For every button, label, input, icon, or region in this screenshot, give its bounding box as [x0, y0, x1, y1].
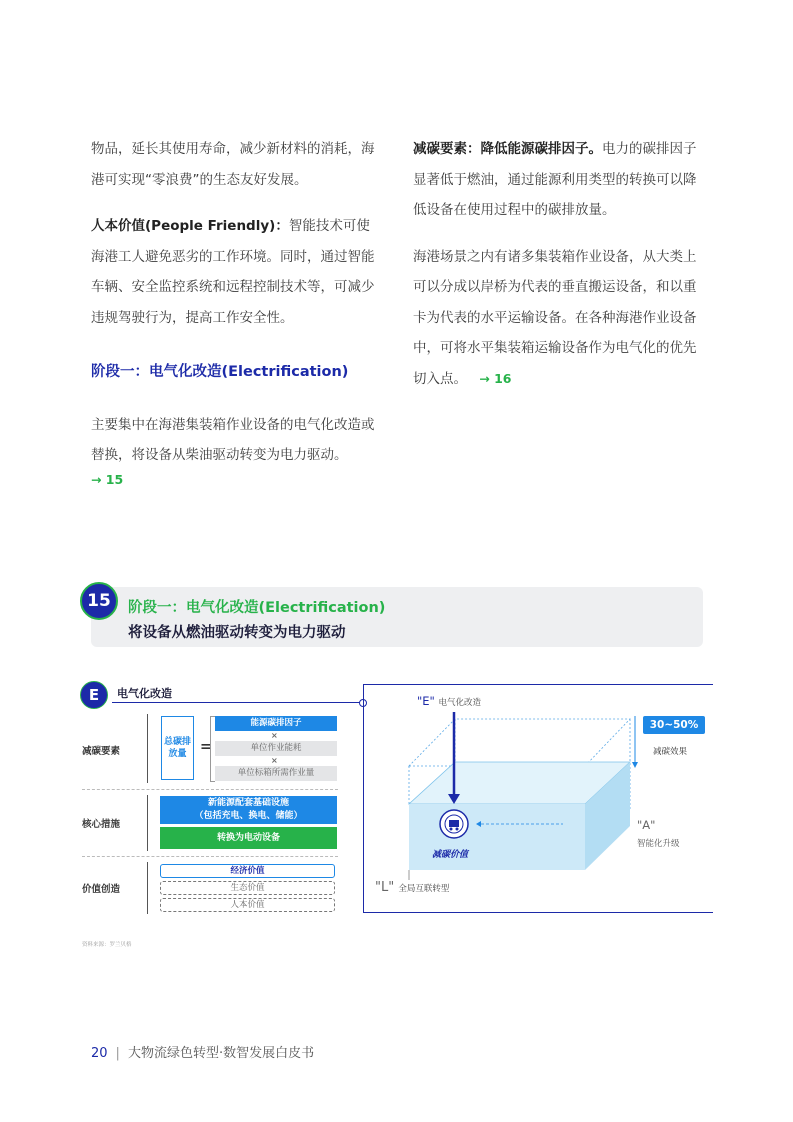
infrastructure-box	[160, 796, 337, 824]
truck-wheel-icon	[456, 828, 459, 831]
figure-number-badge: 15	[80, 582, 118, 620]
electrification-label: 电气化改造	[117, 687, 172, 700]
row-divider-value	[147, 862, 148, 914]
economic-value-box: 经济价值	[160, 864, 335, 878]
figure-subtitle: 将设备从燃油驱动转变为电力驱动	[128, 625, 346, 641]
row-separator	[82, 789, 338, 790]
electric-equipment-box: 转换为电动设备	[160, 827, 337, 849]
carbon-factor-body: 电力的碳排因子显著低于燃油，通过能源利用类型的转换可以降低设备在使用过程中的碳排放量。	[413, 141, 697, 218]
page-number: 20	[91, 1046, 108, 1061]
row-label-value: 价值创造	[82, 884, 121, 895]
a-annotation-text: 智能化升级	[637, 839, 680, 849]
link-15[interactable]	[91, 471, 383, 489]
right-paragraph-2	[413, 242, 705, 395]
a-letter: "A"	[637, 818, 656, 832]
e-badge: E	[80, 681, 108, 709]
left-paragraph-3	[91, 410, 383, 471]
people-friendly-body: 智能技术可使海港工人避免恶劣的工作环境。同时，通过智能车辆、安全监控系统和远程控制技术等，可减少违规驾驶行为，提高工作安全性。	[91, 218, 375, 326]
factor-unit-workload: 单位标箱所需作业量	[215, 766, 337, 781]
right-paragraph-1	[413, 134, 705, 226]
left-paragraph-1: 物品，延长其使用寿命，减少新材料的消耗，海港可实现“零浪费”的生态友好发展。	[91, 141, 375, 188]
port-equipment-body: 海港场景之内有诸多集装箱作业设备，从大类上可以分成以岸桥为代表的垂直搬运设备，和以重卡为代表的水平运输设备。在各种海港作业设备中，可将水平集装箱运输设备作为电气化的优先切入点。	[413, 248, 697, 387]
effect-arrow-head	[632, 762, 638, 768]
percent-badge: 30~50%	[643, 716, 705, 734]
truck-wheel-icon	[450, 828, 453, 831]
total-emission-box: 总碳排放量	[161, 716, 194, 780]
link-16-number[interactable]: 16	[494, 370, 512, 386]
l-annotation	[375, 880, 449, 895]
footer-title: 大物流绿色转型·数智发展白皮书	[127, 1046, 315, 1061]
right-column	[413, 134, 705, 394]
electrification-body: 主要集中在海港集装箱作业设备的电气化改造或替换，将设备从柴油驱动转变为电力驱动。	[91, 416, 375, 463]
figure-title: 阶段一：电气化改造(Electrification)	[128, 600, 386, 616]
cube-fill-front	[409, 804, 585, 870]
e-letter: "E"	[417, 694, 435, 708]
left-column	[91, 134, 383, 489]
connector-line	[112, 702, 362, 703]
l-annotation-text: 全局互联转型	[398, 884, 450, 894]
carbon-factor-lead: 减碳要素：降低能源碳排因子。	[413, 141, 602, 157]
infrastructure-line-1: 新能源配套基础设施	[207, 798, 289, 808]
row-label-reduction: 减碳要素	[82, 746, 121, 757]
carbon-value-label: 减碳价值	[432, 850, 469, 860]
cube-top-outline	[409, 719, 630, 766]
source-note: 资料来源：罗兰贝格	[82, 942, 132, 948]
row-label-measures: 核心措施	[82, 819, 121, 830]
e-annotation	[417, 694, 481, 708]
equals-sign: =	[200, 739, 212, 755]
row-divider-measures	[147, 795, 148, 851]
times-sign: ×	[271, 756, 278, 765]
left-paragraph-2	[91, 211, 383, 333]
page-footer	[91, 1042, 314, 1061]
arrow-right-icon: →	[91, 471, 102, 487]
people-value-box: 人本价值	[160, 898, 335, 912]
stage-one-heading: 阶段一：电气化改造(Electrification)	[91, 364, 349, 380]
row-separator	[82, 856, 338, 857]
ecological-value-box: 生态价值	[160, 881, 335, 895]
infrastructure-line-2: （包括充电、换电、储能）	[194, 811, 303, 821]
row-divider-reduction	[147, 714, 148, 783]
e-annotation-text: 电气化改造	[438, 698, 482, 708]
effect-label: 减碳效果	[653, 747, 688, 757]
arrow-right-icon: →	[479, 370, 490, 386]
footer-separator: |	[115, 1046, 120, 1061]
factor-unit-energy: 单位作业能耗	[215, 741, 337, 756]
people-friendly-lead: 人本价值(People Friendly)：	[91, 218, 289, 234]
factor-energy-carbon: 能源碳排因子	[215, 716, 337, 731]
truck-icon	[449, 820, 459, 827]
link-15-number[interactable]: 15	[105, 471, 124, 487]
times-sign: ×	[271, 731, 278, 740]
l-letter: "L"	[375, 880, 395, 895]
